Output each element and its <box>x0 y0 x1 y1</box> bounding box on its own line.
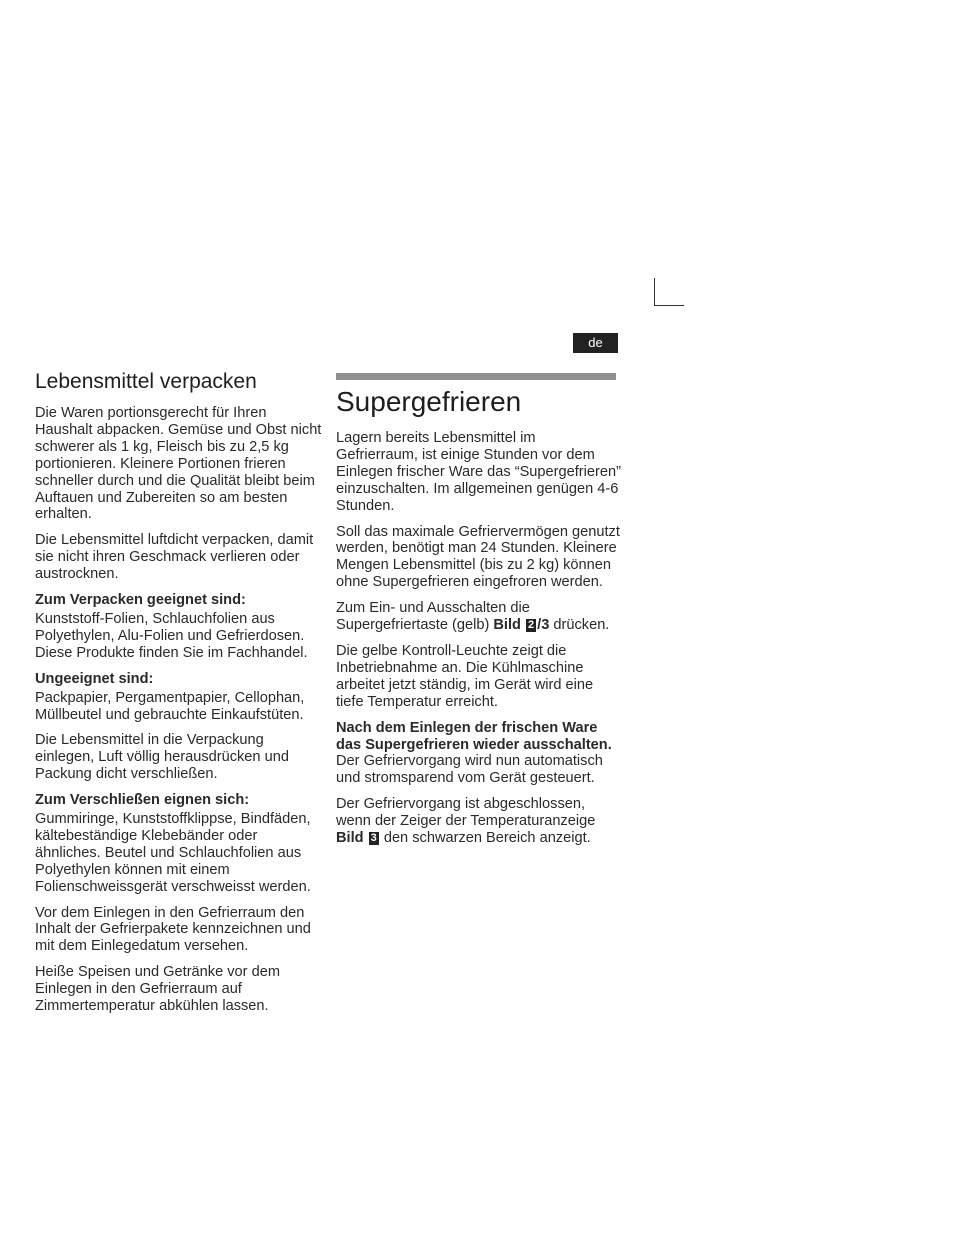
section-heading-supergefrieren: Supergefrieren <box>336 386 522 417</box>
paragraph-text: drücken. <box>553 617 610 634</box>
figure-label: Bild <box>336 830 364 847</box>
right-column <box>336 373 621 856</box>
paragraph: Lagern bereits Lebensmittel im Gefrierraum, ist einige Stunden vor dem Einlegen frischer Ware das “Supergefrieren” einzuschalten. Im allgemeinen genügen 4-6 Stunden. <box>336 430 621 514</box>
left-column <box>35 370 325 1024</box>
paragraph-text: Der Gefriervorgang ist abgeschlossen, wenn der Zeiger der Temperaturanzeige <box>336 796 596 830</box>
heading-rule <box>336 373 616 380</box>
figure-label: Bild <box>493 617 521 634</box>
subheading-suitable: Zum Verpacken geeignet sind: <box>35 592 246 609</box>
paragraph: Packpapier, Pergamentpapier, Cellophan, Müllbeutel und gebrauchte Einkaufstüten. <box>35 689 305 723</box>
subheading-unsuitable: Ungeeignet sind: <box>35 670 154 687</box>
crop-mark-horizontal <box>654 305 684 306</box>
paragraph: Die gelbe Kontroll-Leuchte zeigt die Inbetriebnahme an. Die Kühlmaschine arbeitet jetzt ständig, im Gerät wird eine tiefe Temperatur erreicht. <box>336 642 594 710</box>
figure-number-badge: 3 <box>370 832 377 845</box>
language-tab: de <box>573 333 618 353</box>
paragraph: Vor dem Einlegen in den Gefrierraum den Inhalt der Gefrierpakete kennzeichnen und mit dem Einlegedatum versehen. <box>35 904 311 955</box>
paragraph: Die Waren portionsgerecht für Ihren Haushalt abpacken. Gemüse und Obst nicht schwerer als 1 kg, Fleisch bis zu 2,5 kg portionieren. Kleinere Portionen frieren schneller durch und die Qualität bleibt beim Auftauen und Zubereiten so am besten erhalten. <box>35 405 322 523</box>
paragraph-bold-lead <box>336 720 621 788</box>
figure-suffix: /3 <box>537 617 550 634</box>
section-heading-packaging: Lebensmittel verpacken <box>35 370 257 393</box>
bold-instruction: Nach dem Einlegen der frischen Ware das Supergefrieren wieder ausschalten. <box>336 719 612 753</box>
paragraph-text: den schwarzen Bereich anzeigt. <box>383 830 591 847</box>
paragraph: Kunststoff-Folien, Schlauchfolien aus Polyethylen, Alu-Folien und Gefrierdosen. Diese Produkte finden Sie im Fachhandel. <box>35 610 308 661</box>
paragraph-figure-ref <box>336 796 621 847</box>
figure-number-badge: 2 <box>528 619 535 632</box>
crop-mark-vertical <box>654 278 655 306</box>
subheading-closing: Zum Verschließen eignen sich: <box>35 792 250 809</box>
paragraph: Heiße Speisen und Getränke vor dem Einlegen in den Gefrierraum auf Zimmertemperatur abkühlen lassen. <box>35 964 280 1015</box>
paragraph: Gummiringe, Kunststoffklippse, Bindfäden, kältebeständige Klebebänder oder ähnliches. Beutel und Schlauchfolien aus Polyethylen können mit einem Folienschweissgerät verschweisst werden. <box>35 811 311 895</box>
paragraph-text: Zum Ein- und Ausschalten die Supergefriertaste (gelb) <box>336 600 530 634</box>
paragraph-text: Der Gefriervorgang wird nun automatisch und stromsparend vom Gerät gesteuert. <box>336 753 603 787</box>
paragraph: Soll das maximale Gefriervermögen genutzt werden, benötigt man 24 Stunden. Kleinere Mengen Lebensmittel (bis zu 2 kg) können ohne Supergefrieren eingefroren werden. <box>336 523 620 591</box>
paragraph-figure-ref <box>336 600 621 634</box>
paragraph: Die Lebensmittel in die Verpackung einlegen, Luft völlig herausdrücken und Packung dicht verschließen. <box>35 732 289 783</box>
paragraph: Die Lebensmittel luftdicht verpacken, damit sie nicht ihren Geschmack verlieren oder austrocknen. <box>35 532 314 583</box>
